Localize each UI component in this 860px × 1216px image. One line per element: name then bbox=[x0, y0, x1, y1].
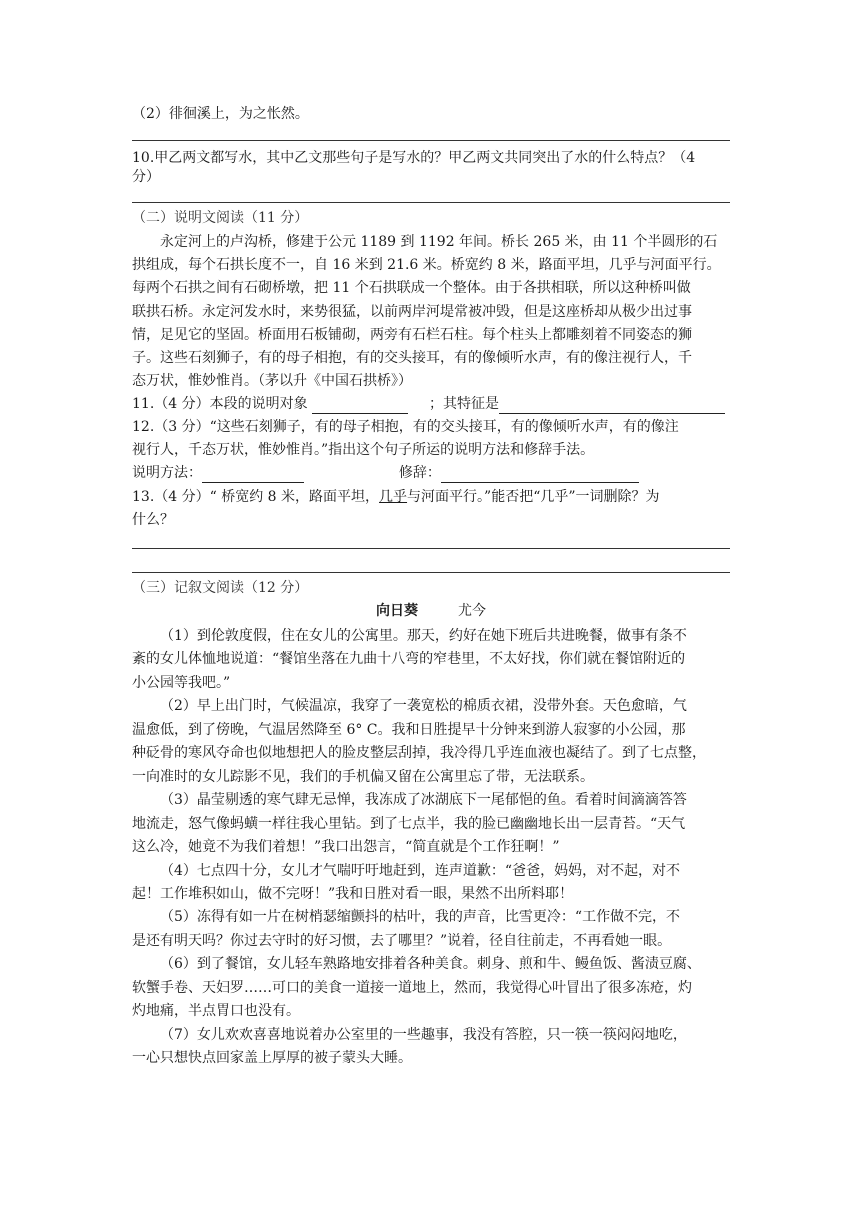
question-9-item-2: （2）徘徊溪上，为之怅然。 bbox=[132, 106, 309, 122]
answer-line bbox=[132, 140, 730, 141]
answer-blank-rhetoric[interactable] bbox=[441, 466, 639, 483]
story-paragraph-7-line: 一心只想快点回家盖上厚厚的被子蒙头大睡。 bbox=[132, 1050, 412, 1067]
question-11 bbox=[132, 394, 725, 414]
rhetoric-label: 修辞： bbox=[398, 465, 441, 481]
story-title-block bbox=[132, 601, 730, 621]
story-author: 尤今 bbox=[458, 603, 486, 619]
story-paragraph-2-line: 种砭骨的寒风夺命也似地想把人的脸皮整层刮掉，我冷得几乎连血液也凝结了。到了七点整， bbox=[132, 745, 706, 762]
story-paragraph-6-line: 灼地痛，半点胃口也没有。 bbox=[132, 1003, 300, 1020]
passage-line: 拱组成，每个石拱长度不一，自 16 米到 21.6 米。桥宽约 8 米，路面平坦，几乎与河面平行。 bbox=[132, 257, 721, 274]
story-paragraph-6-line: （6）到了餐馆，女儿轻车熟路地安排着各种美食。刺身、煎和牛、鳗鱼饭、酱渍豆腐、 bbox=[160, 956, 701, 973]
answer-blank-object[interactable] bbox=[312, 397, 408, 414]
section-2-heading: （二）说明文阅读（11 分） bbox=[132, 210, 309, 226]
question-10-line-1: 10.甲乙两文都写水，其中乙文那些句子是写水的？甲乙两文共同突出了水的什么特点？（4 bbox=[132, 150, 696, 166]
story-paragraph-2-line: 温愈低，到了傍晚，气温居然降至 6° C。我和日胜提早十分钟来到游人寂寥的小公园，那 bbox=[132, 721, 686, 738]
question-13-text-a: 13.（4 分）“ 桥宽约 8 米，路面平坦， bbox=[132, 489, 380, 505]
answer-line bbox=[132, 572, 730, 573]
passage-line: 每两个石拱之间有石砌桥墩，把 11 个石拱联成一个整体。由于各拱相联，所以这种桥叫做 bbox=[132, 280, 691, 297]
method-label: 说明方法： bbox=[132, 465, 202, 481]
question-12-line-1: 12.（3 分）“这些石刻狮子，有的母子相抱，有的交头接耳，有的像倾听水声，有的像注 bbox=[132, 419, 679, 435]
question-10-line-2: 分） bbox=[132, 169, 160, 185]
story-paragraph-2-line: （2）早上出门时，气候温凉，我穿了一袭宽松的棉质衣裙，没带外套。天色愈暗，气 bbox=[160, 698, 687, 715]
passage-line: 态万状，惟妙惟肖。（茅以升《中国石拱桥》） bbox=[132, 373, 412, 390]
story-paragraph-5-line: 是还有明天吗？你过去守时的好习惯，去了哪里？”说着，径自往前走，不再看她一眼。 bbox=[132, 932, 672, 949]
story-paragraph-3-line: 地流走，怒气像蚂蟥一样往我心里钻。到了七点半，我的脸已幽幽地长出一层青苔。“天气 bbox=[132, 815, 686, 832]
story-paragraph-5-line: （5）冻得有如一片在树梢瑟缩颤抖的枯叶，我的声音，比雪更冷：“工作做不完，不 bbox=[160, 909, 681, 926]
story-paragraph-6-line: 软蟹手卷、天妇罗……可口的美食一道接一道地上，然而，我觉得心叶冒出了很多冻疮，灼 bbox=[132, 979, 692, 996]
story-paragraph-4-line: （4）七点四十分，女儿才气喘吁吁地赶到，连声道歉：“爸爸，妈妈，对不起，对不 bbox=[160, 862, 681, 879]
story-paragraph-4-line: 起！工作堆积如山，做不完呀！”我和日胜对看一眼，果然不出所料耶！ bbox=[132, 885, 574, 902]
story-paragraph-1-line: （1）到伦敦度假，住在女儿的公寓里。那天，约好在她下班后共进晚餐，做事有条不 bbox=[160, 628, 687, 644]
passage-line: 情，足见它的坚固。桥面用石板铺砌，两旁有石栏石柱。每个柱头上都雕刻着不同姿态的狮 bbox=[132, 326, 692, 343]
story-paragraph-3-line: （3）晶莹剔透的寒气肆无忌惮，我冻成了冰湖底下一尾郁悒的鱼。看着时间滴滴答答 bbox=[160, 792, 687, 809]
underlined-word: 几乎 bbox=[379, 489, 408, 505]
question-13-text-b: 与河面平行。”能否把“几乎”一词删除？为 bbox=[407, 489, 660, 505]
answer-blank-feature[interactable] bbox=[499, 397, 725, 414]
section-3-heading: （三）记叙文阅读（12 分） bbox=[132, 580, 309, 596]
question-12-line-2: 视行人，千态万状，惟妙惟肖。”指出这个句子所运的说明方法和修辞手法。 bbox=[132, 442, 595, 458]
question-12-answers bbox=[132, 463, 639, 483]
story-paragraph-3-line: 这么冷，她竟不为我们着想！”我口出怨言，“简直就是个工作狂啊！” bbox=[132, 839, 560, 856]
story-paragraph-7-line: （7）女儿欢欢喜喜地说着办公室里的一些趣事，我没有答腔，只一筷一筷闷闷地吃， bbox=[160, 1026, 687, 1043]
question-11-text-2: ；其特征是 bbox=[428, 396, 499, 412]
answer-line bbox=[132, 202, 730, 203]
passage-line: 子。这些石刻狮子，有的母子相抱，有的交头接耳，有的像倾听水声，有的像注视行人，千 bbox=[132, 350, 692, 366]
question-11-text-1: 11.（4 分）本段的说明对象 bbox=[132, 396, 308, 412]
question-13-line-2: 什么？ bbox=[132, 512, 174, 528]
story-title: 向日葵 bbox=[376, 603, 418, 619]
question-13-line-1 bbox=[132, 487, 660, 507]
story-paragraph-2-line: 一向准时的女儿踪影不见，我们的手机偏又留在公寓里忘了带，无法联系。 bbox=[132, 768, 594, 785]
passage-line: 永定河上的卢沟桥，修建于公元 1189 到 1192 年间。桥长 265 米，由 11 个半圆形的石 bbox=[160, 234, 718, 250]
answer-line bbox=[132, 548, 730, 549]
passage-line: 联拱石桥。永定河发水时，来势很猛，以前两岸河堤常被冲毁，但是这座桥却从极少出过事 bbox=[132, 303, 692, 320]
answer-blank-method[interactable] bbox=[202, 466, 304, 483]
story-paragraph-1-line: 紊的女儿体恤地说道：“餐馆坐落在九曲十八弯的窄巷里，不太好找，你们就在餐馆附近的 bbox=[132, 651, 686, 668]
story-paragraph-1-line: 小公园等我吧。” bbox=[132, 674, 231, 691]
